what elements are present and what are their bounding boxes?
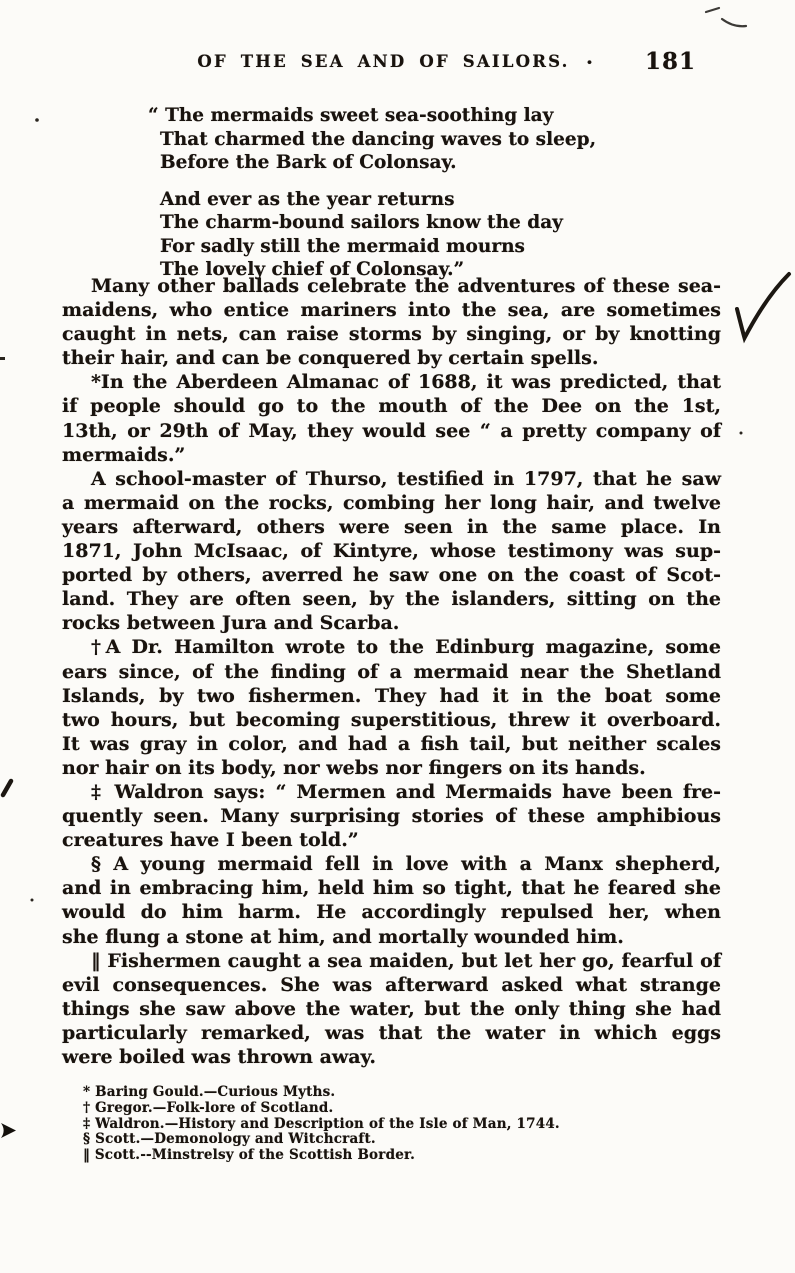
footnote-line: ‡ Waldron.—History and Description of the Isle of Man, 1744. — [83, 1115, 560, 1132]
slash-mark-icon — [3, 781, 11, 795]
footnote-line: * Baring Gould.—Curious Myths. — [83, 1084, 336, 1100]
body-line: things she saw above the water, but the only thing she had — [62, 997, 721, 1020]
body-line: Islands, by two fishermen. They had it in the boat some — [62, 684, 721, 707]
body-line: rocks between Jura and Scarba. — [62, 612, 400, 635]
body-line: § A young mermaid fell in love with a Manx shepherd, — [91, 853, 721, 876]
body-line: years afterward, others were seen in the same place. In — [62, 515, 721, 538]
pen-dash-icon — [706, 8, 719, 12]
body-line: ported by others, averred he saw one on the coast of Scot- — [62, 564, 721, 587]
poem-line: And ever as the year returns — [160, 188, 455, 210]
page-header — [0, 48, 795, 78]
body-line: ‖ Fishermen caught a sea maiden, but let her go, fearful of — [91, 949, 721, 972]
poem-line: “ The mermaids sweet sea-soothing lay — [148, 105, 554, 126]
body-line: *In the Aberdeen Almanac of 1688, it was predicted, that — [91, 371, 721, 394]
body-line: a mermaid on the rocks, combing her long hair, and twelve — [62, 491, 721, 514]
body-line: 1871, John McIsaac, of Kintyre, whose testimony was sup- — [62, 540, 721, 563]
body-line: two hours, but becoming superstitious, threw it overboard. — [62, 708, 721, 731]
body-line: creatures have I been told.” — [62, 829, 359, 852]
paragraph — [62, 635, 721, 780]
body-line: maidens, who entice mariners into the sea, are sometimes — [62, 299, 721, 322]
body-line: land. They are often seen, by the islanders, sitting on the — [62, 588, 721, 611]
ink-speck — [35, 118, 39, 122]
body-line: and in embracing him, held him so tight, that he feared she — [62, 877, 721, 900]
footnote-line: § Scott.—Demonology and Witchcraft. — [83, 1131, 376, 1148]
paragraph — [62, 780, 721, 852]
body-line: their hair, and can be conquered by certain spells. — [62, 347, 599, 370]
body-line: Many other ballads celebrate the adventures of these sea- — [91, 275, 721, 297]
body-text — [62, 274, 721, 1069]
ink-speck — [31, 899, 34, 902]
body-line: caught in nets, can raise storms by singing, or by knotting — [62, 323, 721, 346]
body-line: It was gray in color, and had a fish tail, but neither scales — [62, 732, 721, 755]
body-line: she flung a stone at him, and mortally wounded him. — [62, 925, 624, 948]
paragraph — [62, 370, 721, 466]
body-line: ‡ Waldron says: “ Mermen and Mermaids have been fre- — [91, 780, 721, 803]
paragraph — [62, 949, 721, 1069]
poem-line: Before the Bark of Colonsay. — [160, 152, 457, 173]
poem-quote — [148, 104, 597, 282]
paragraph — [62, 467, 721, 636]
body-line: A school-master of Thurso, testified in 1797, that he saw — [91, 467, 721, 490]
body-line: †A Dr. Hamilton wrote to the Edinburg magazine, some — [91, 636, 721, 659]
header-dot: · — [586, 50, 593, 74]
poem-line: The lovely chief of Colonsay.” — [160, 259, 465, 280]
body-line: were boiled was thrown away. — [62, 1046, 377, 1068]
arrow-mark-icon — [1, 1123, 16, 1138]
page-number: 181 — [644, 48, 696, 75]
poem-stanza — [160, 188, 596, 282]
body-line: 13th, or 29th of May, they would see “ a pretty company of — [62, 419, 721, 442]
body-line: particularly remarked, was that the water in which eggs — [62, 1021, 721, 1044]
ink-speck — [740, 432, 743, 435]
body-line: if people should go to the mouth of the Dee on the 1st, — [62, 395, 721, 418]
footnote-line: † Gregor.—Folk-lore of Scotland. — [83, 1099, 334, 1116]
poem-stanza — [148, 104, 597, 175]
body-line: quently seen. Many surprising stories of these amphibious — [62, 805, 721, 828]
ink-speck — [0, 357, 5, 360]
footnote-line: ‖ Scott.--Minstrelsy of the Scottish Border. — [83, 1147, 415, 1164]
running-title: OF THE SEA AND OF SAILORS. — [197, 52, 570, 71]
poem-line: That charmed the dancing waves to sleep, — [160, 128, 597, 150]
body-line: ears since, of the finding of a mermaid near the Shetland — [62, 660, 721, 683]
body-line: evil consequences. She was afterward asked what strange — [62, 973, 721, 996]
pen-dash-icon — [722, 19, 746, 26]
paragraph — [62, 274, 721, 370]
poem-line: For sadly still the mermaid mourns — [160, 235, 525, 257]
body-line: mermaids.” — [62, 443, 186, 466]
poem-line: The charm-bound sailors know the day — [160, 212, 563, 233]
body-line: nor hair on its body, nor webs nor fingers on its hands. — [62, 756, 646, 779]
checkmark-icon — [737, 274, 789, 338]
paragraph — [62, 852, 721, 948]
body-line: would do him harm. He accordingly repulsed her, when — [62, 901, 721, 924]
footnotes — [83, 1085, 560, 1164]
